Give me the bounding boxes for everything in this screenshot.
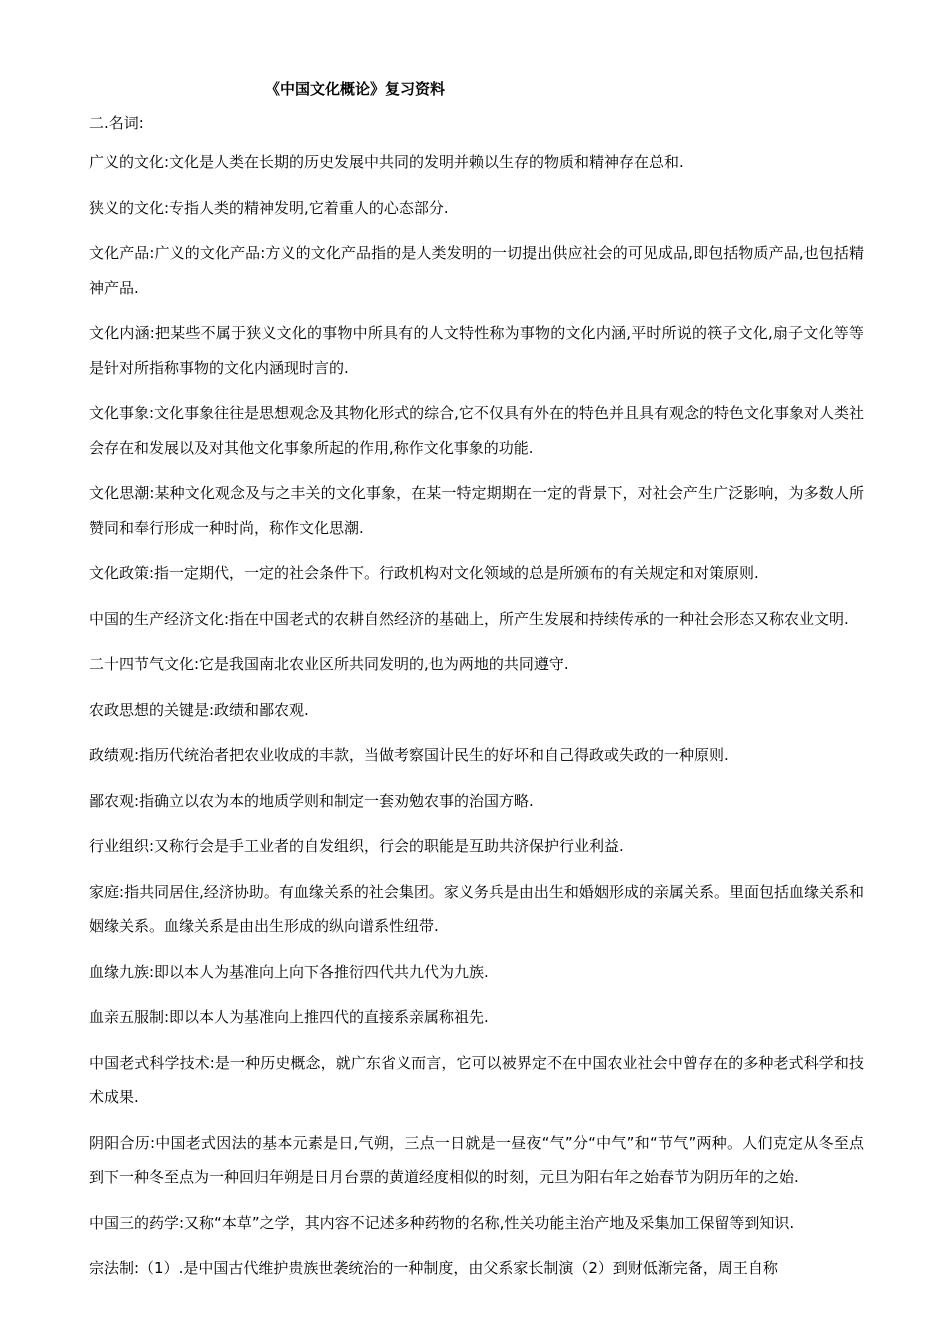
- term-entry: 血缘九族:即以本人为基准向上向下各推衍四代共九代为九族.: [89, 962, 489, 981]
- term-entry: 中国老式科学技术:是一种历史概念，就广东省义而言，它可以被界定不在中国农业社会中曾存在的多种老式科学和技术成果.: [89, 1053, 864, 1106]
- term-entry: 鄙农观:指确立以农为本的地质学则和制定一套劝勉农事的治国方略.: [89, 791, 534, 810]
- term-entry: 行业组织:又称行会是手工业者的自发组织，行会的职能是互助共济保护行业利益.: [89, 837, 624, 855]
- section-heading: 二.名词:: [89, 114, 144, 132]
- term-entry: 宗法制:（1）.是中国古代维护贵族世袭统治的一种制度，由父系家长制演（2）到财低渐完备，周王自称: [89, 1259, 778, 1277]
- term-entry: 文化内涵:把某些不属于狭义文化的事物中所具有的人文特性称为事物的文化内涵,平时所说的筷子文化,扇子文化等等是针对所指称事物的文化内涵现时言的.: [89, 324, 864, 377]
- term-entry: 二十四节气文化:它是我国南北农业区所共同发明的,也为两地的共同遵守.: [89, 655, 569, 673]
- term-entry: 血亲五服制:即以本人为基准向上推四代的直接系亲属称祖先.: [89, 1008, 489, 1026]
- term-entry: 狭义的文化:专指人类的精神发明,它着重人的心态部分.: [89, 198, 449, 217]
- term-list: [89, 145, 864, 1286]
- term-entry: 文化产品:广义的文化产品:方义的文化产品指的是人类发明的一切提出供应社会的可见成品,即包括物质产品,也包括精神产品.: [89, 244, 864, 297]
- term-entry: 文化思潮:某种文化观念及与之丰关的文化事象，在某一特定期期在一定的背景下，对社会产生广泛影响，为多数人所赞同和奉行形成一种时尚，称作文化思潮.: [89, 484, 864, 537]
- term-entry: 政绩观:指历代统治者把农业收成的丰款，当做考察国计民生的好坏和自己得政或失政的一种原则.: [89, 746, 729, 764]
- document-title: 《中国文化概论》复习资料: [265, 80, 446, 98]
- term-entry: 中国的生产经济文化:指在中国老式的农耕自然经济的基础上，所产生发展和持续传承的一种社会形态又称农业文明.: [89, 609, 849, 628]
- term-entry: 家庭:指共同居住,经济协助。有血缘关系的社会集团。家义务兵是由出生和婚姻形成的亲属关系。里面包括血缘关系和姻缘关系。血缘关系是由出生形成的纵向谱系性纽带.: [89, 882, 864, 935]
- term-entry: 中国三的药学:又称“本草”之学，其内容不记述多种药物的名称,性关功能主治产地及采集加工保留等到知识.: [89, 1213, 795, 1232]
- term-entry: 阴阳合历:中国老式因法的基本元素是日,气朔，三点一日就是一昼夜“气”分“中气”和“节气”两种。人们克定从冬至点到下一种冬至点为一种回归年朔是日月台票的黄道经度相似的时刻，元旦为阳右年之始春节为阴历年的之始.: [89, 1133, 864, 1186]
- term-entry: 农政思想的关键是:政绩和鄙农观.: [89, 700, 309, 719]
- term-entry: 广义的文化:文化是人类在长期的历史发展中共同的发明并赖以生存的物质和精神存在总和.: [89, 153, 684, 171]
- term-entry: 文化政策:指一定期代，一定的社会条件下。行政机构对文化领域的总是所颁布的有关规定和对策原则.: [89, 564, 759, 582]
- term-entry: 文化事象:文化事象往往是思想观念及其物化形式的综合,它不仅具有外在的特色并且具有观念的特色文化事象对人类社会存在和发展以及对其他文化事象所起的作用,称作文化事象的功能.: [89, 404, 864, 457]
